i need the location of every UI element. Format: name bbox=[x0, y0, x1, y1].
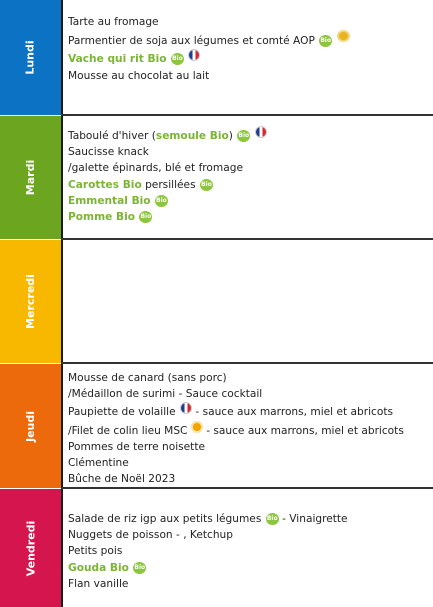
menu-item bbox=[68, 30, 433, 49]
menu-item-text: /galette épinards, blé et fromage bbox=[68, 162, 243, 175]
menu-item bbox=[68, 576, 433, 592]
menu-item-text: Petits pois bbox=[68, 545, 123, 558]
menu-item bbox=[68, 386, 433, 402]
menu-item-text: Bûche de Noël 2023 bbox=[68, 473, 176, 486]
menu-item-text: Pomme Bio bbox=[68, 211, 135, 224]
menu-item bbox=[68, 14, 433, 30]
bio-label-icon: Bio bbox=[266, 513, 279, 525]
bio-label-icon: Bio bbox=[200, 179, 213, 191]
menu-item-text: Pommes de terre noisette bbox=[68, 440, 205, 453]
bio-label-icon: Bio bbox=[155, 195, 168, 207]
day-menu-items bbox=[63, 0, 433, 115]
bio-label-icon: Bio bbox=[139, 211, 152, 223]
bio-label-icon: Bio bbox=[133, 562, 146, 574]
bio-label-icon: Bio bbox=[171, 53, 184, 65]
day-label-cell bbox=[0, 0, 61, 115]
menu-item-text: Saucisse knack bbox=[68, 146, 149, 159]
menu-item bbox=[68, 126, 433, 144]
day-row-jeudi bbox=[0, 364, 433, 488]
day-name: Mardi bbox=[23, 159, 37, 196]
day-label-cell bbox=[0, 116, 61, 239]
day-name: Lundi bbox=[23, 40, 37, 75]
day-name: Vendredi bbox=[23, 520, 37, 576]
menu-item-text: Parmentier de soja aux légumes et comté AOP bbox=[68, 35, 315, 48]
menu-item bbox=[68, 193, 433, 209]
msc-label-icon bbox=[191, 421, 203, 433]
menu-item-organic-text: Carottes Bio bbox=[68, 178, 142, 191]
bio-label-icon: Bio bbox=[319, 35, 332, 47]
menu-item-text: Clémentine bbox=[68, 457, 129, 470]
menu-item bbox=[68, 511, 433, 527]
menu-item bbox=[68, 527, 433, 543]
day-name: Jeudi bbox=[24, 410, 37, 442]
menu-item bbox=[68, 402, 433, 420]
menu-item-organic-text: semoule Bio bbox=[155, 130, 229, 142]
france-flag-icon bbox=[255, 126, 267, 138]
day-row-lundi bbox=[0, 0, 433, 115]
menu-item bbox=[68, 560, 433, 576]
menu-item bbox=[68, 160, 433, 176]
day-label-cell bbox=[0, 489, 61, 607]
menu-item bbox=[68, 421, 433, 439]
menu-item-text: Tarte au fromage bbox=[68, 16, 159, 28]
menu-item-text: Nuggets de poisson - , Ketchup bbox=[68, 529, 233, 542]
bio-label-icon: Bio bbox=[237, 130, 250, 142]
day-menu-items bbox=[63, 116, 433, 239]
day-row-mercredi bbox=[0, 240, 433, 363]
menu-item-text: Gouda Bio bbox=[68, 561, 129, 574]
menu-item bbox=[68, 471, 433, 487]
menu-item-text: Mousse de canard (sans porc) bbox=[68, 372, 227, 384]
menu-item bbox=[68, 543, 433, 559]
france-flag-icon bbox=[188, 49, 200, 61]
day-row-vendredi bbox=[0, 489, 433, 607]
menu-item-suffix: persillées bbox=[141, 178, 196, 191]
menu-item bbox=[68, 49, 433, 67]
menu-item-text: Flan vanille bbox=[68, 577, 129, 590]
day-menu-items bbox=[63, 240, 433, 363]
menu-item-text: Paupiette de volaille bbox=[68, 406, 176, 419]
menu-item-text: Taboulé d'hiver ( bbox=[68, 130, 156, 142]
menu-item-text: Vache qui rit Bio bbox=[68, 53, 167, 66]
menu-item bbox=[68, 209, 433, 225]
day-name: Mercredi bbox=[23, 274, 37, 329]
menu-item bbox=[68, 144, 433, 160]
menu-item-text: /Médaillon de surimi - Sauce cocktail bbox=[68, 388, 263, 401]
menu-item-suffix: - sauce aux marrons, miel et abricots bbox=[202, 424, 404, 437]
menu-item bbox=[68, 370, 433, 386]
france-flag-icon bbox=[180, 402, 192, 414]
day-menu-items bbox=[63, 364, 433, 488]
menu-item-suffix: - Vinaigrette bbox=[278, 513, 348, 525]
menu-item bbox=[68, 177, 433, 193]
menu-item-text: Mousse au chocolat au lait bbox=[68, 69, 210, 82]
day-label-cell bbox=[0, 240, 61, 363]
menu-item-text: /Filet de colin lieu MSC bbox=[68, 424, 188, 437]
menu-item-text: Salade de riz igp aux petits légumes bbox=[68, 513, 262, 525]
hve-label-icon bbox=[337, 30, 350, 42]
menu-item-suffix: - sauce aux marrons, miel et abricots bbox=[192, 406, 394, 419]
menu-item bbox=[68, 455, 433, 471]
day-label-cell bbox=[0, 364, 61, 488]
menu-item bbox=[68, 439, 433, 455]
day-row-mardi bbox=[0, 116, 433, 239]
day-menu-items bbox=[63, 489, 433, 607]
menu-item-text: Emmental Bio bbox=[68, 194, 151, 207]
menu-item-suffix: ) bbox=[228, 130, 233, 142]
menu-item bbox=[68, 68, 433, 84]
